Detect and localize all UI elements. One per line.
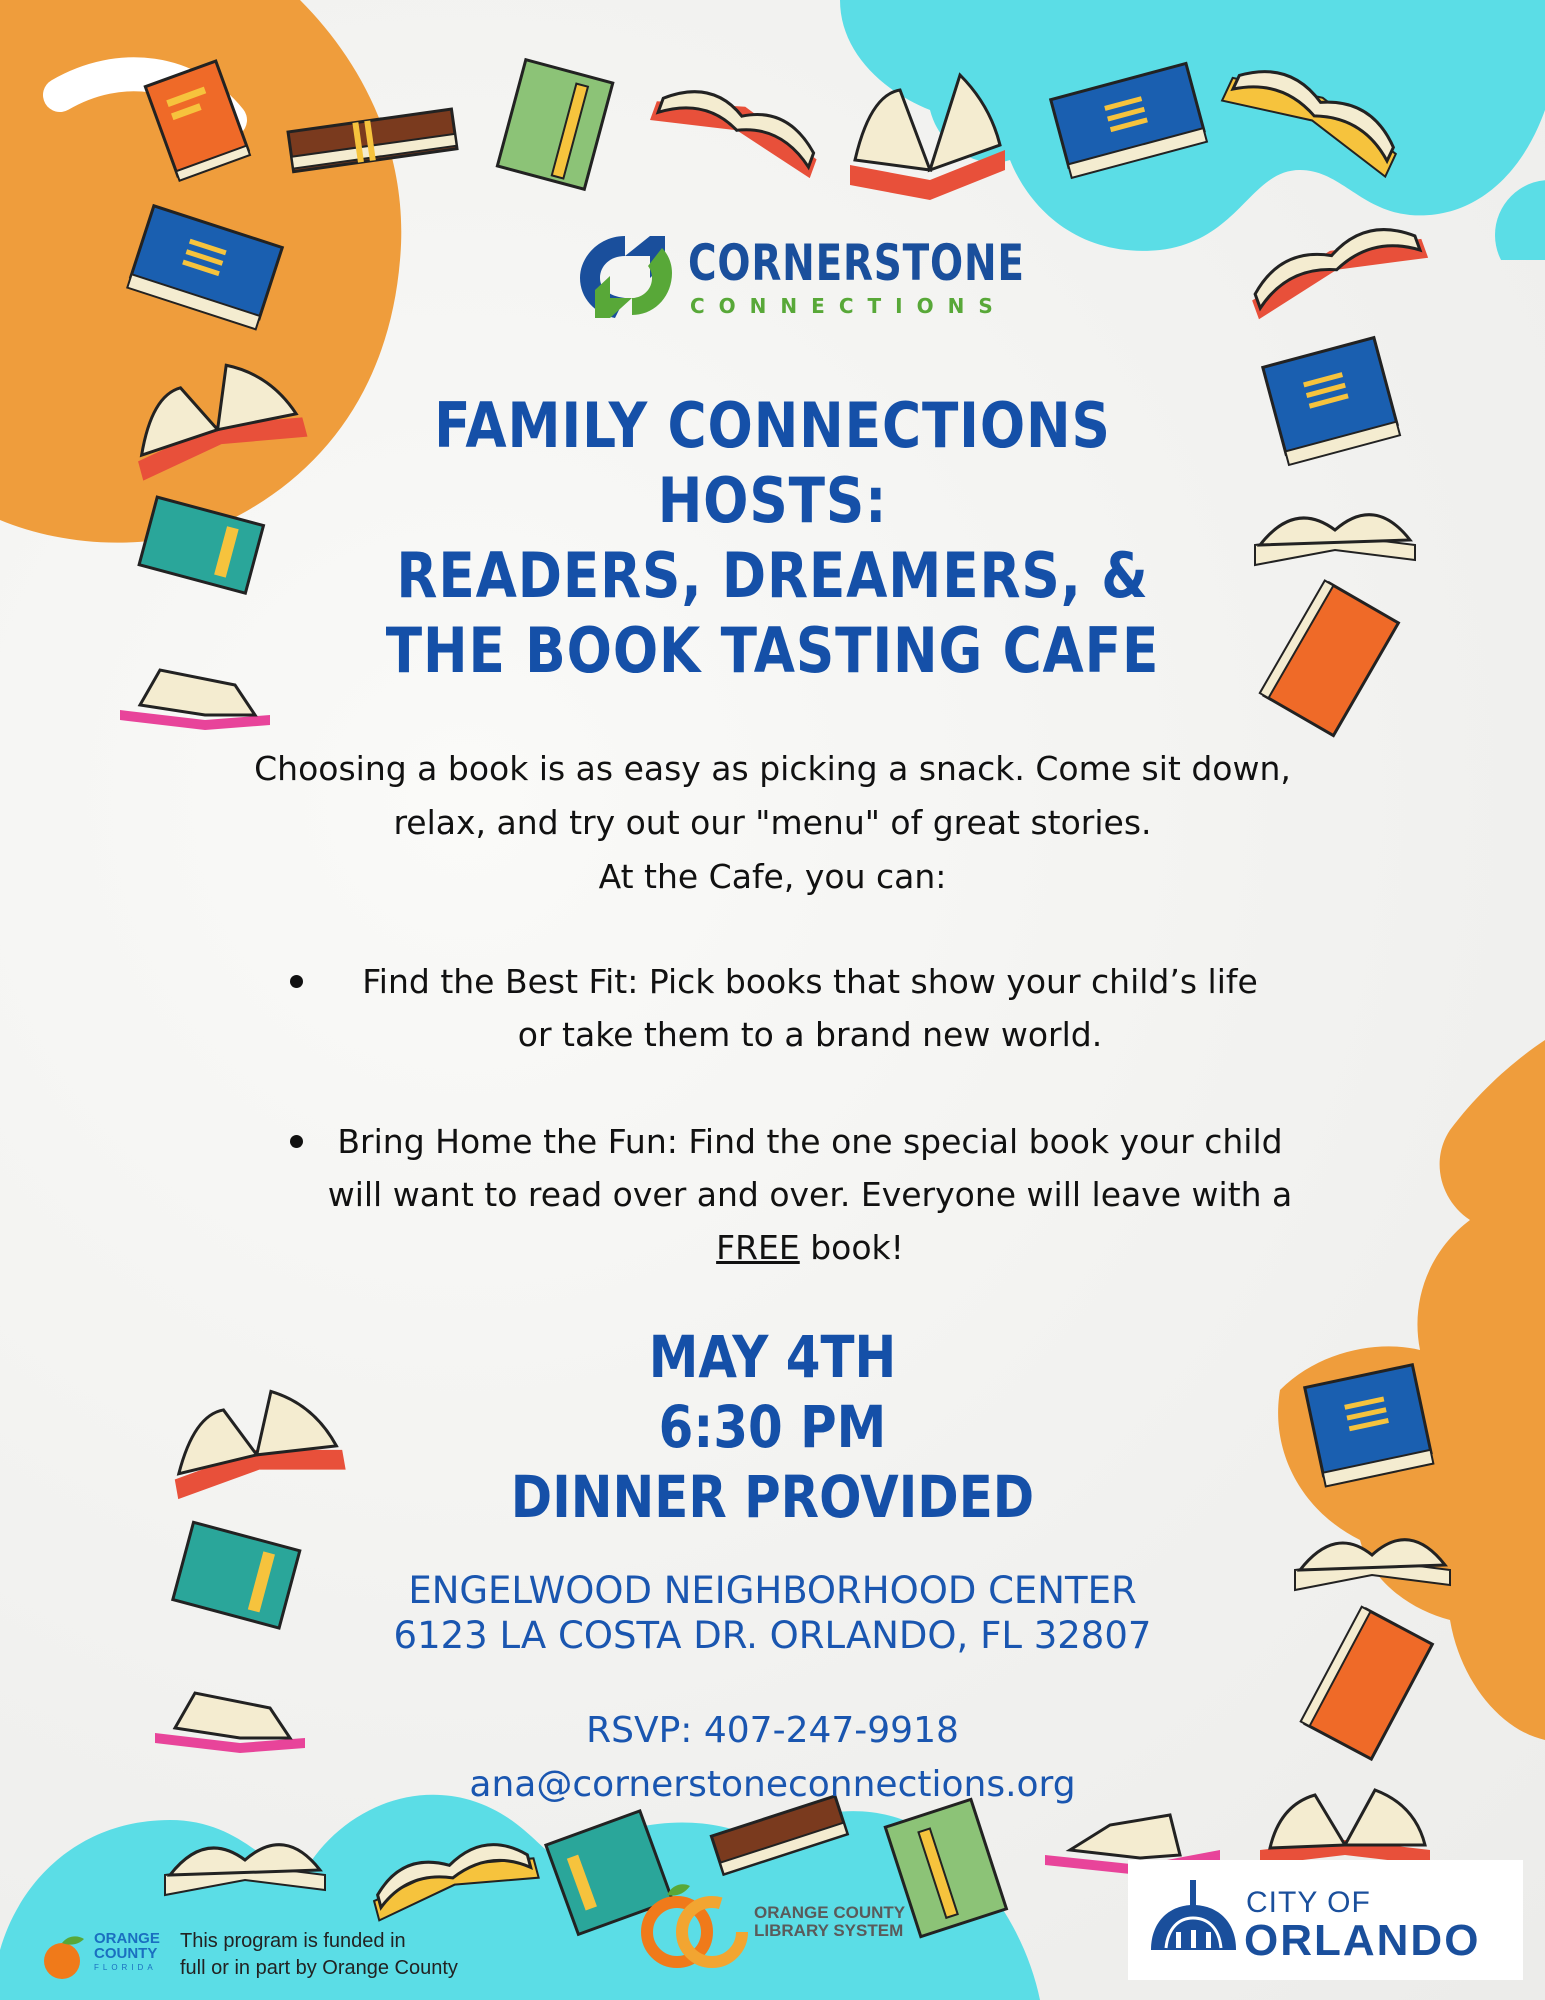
- bullet-2-line-1: Bring Home the Fun: Find the one special book your child: [337, 1122, 1283, 1161]
- bullet-1-line-2: or take them to a brand new world.: [517, 1015, 1103, 1054]
- bullet-2-line-3: [310, 1221, 1310, 1274]
- logo-subtitle: CONNECTIONS: [690, 294, 1007, 318]
- bullet-item-bring-home: [270, 1115, 1310, 1274]
- book-icon-open-top-2: [840, 55, 1015, 205]
- venue-info: [0, 1568, 1545, 1658]
- book-icon-open-top-right: [1210, 60, 1410, 190]
- event-time: 6:30 PM: [658, 1393, 887, 1461]
- book-icon-blue-top: [1040, 65, 1220, 185]
- intro-line-1: Choosing a book is as easy as picking a snack. Come sit down,: [254, 749, 1291, 788]
- cornerstone-emblem-icon: [570, 228, 680, 323]
- event-date: MAY 4TH: [648, 1323, 897, 1391]
- orange-county-logo: [38, 1925, 183, 1985]
- book-icon-blue-left: [120, 215, 290, 335]
- bullet-dot: [290, 975, 303, 988]
- intro-line-2: relax, and try out our "menu" of great stories.: [393, 803, 1152, 842]
- book-icon-open-right-1: [1235, 195, 1435, 335]
- orlando-name: ORLANDO: [1244, 1916, 1481, 1965]
- event-dinner: DINNER PROVIDED: [510, 1463, 1035, 1531]
- venue-name: ENGELWOOD NEIGHBORHOOD CENTER: [408, 1569, 1137, 1612]
- funding-line-1: This program is funded in: [180, 1930, 406, 1952]
- rsvp-email[interactable]: ana@cornerstoneconnections.org: [469, 1764, 1076, 1805]
- title-line-1: FAMILY CONNECTIONS: [434, 389, 1111, 462]
- bullet-list: [270, 955, 1310, 1328]
- title-line-4: THE BOOK TASTING CAFE: [385, 614, 1160, 687]
- oc-logo-line-2: COUNTY: [94, 1945, 158, 1962]
- bullet-1-line-1: Find the Best Fit: Pick books that show your child’s life: [362, 962, 1258, 1001]
- library-rings-icon: [632, 1870, 762, 1990]
- title-line-2: HOSTS:: [657, 464, 888, 537]
- free-text: FREE: [716, 1228, 800, 1267]
- library-system-name: [754, 1904, 905, 1940]
- library-line-2: LIBRARY SYSTEM: [754, 1921, 904, 1940]
- book-icon-open-bottom-1: [155, 1800, 335, 1910]
- free-book-text: book!: [799, 1228, 904, 1267]
- library-line-1: ORANGE COUNTY: [754, 1903, 906, 1922]
- bullet-2-line-2: will want to read over and over. Everyone will leave with a: [327, 1175, 1293, 1214]
- funding-line-2: full or in part by Orange County: [180, 1957, 458, 1979]
- event-details: [0, 1322, 1545, 1532]
- rsvp-info: [0, 1704, 1545, 1812]
- city-of-orlando-logo: [1128, 1860, 1523, 1980]
- orange-fruit-icon: [38, 1933, 90, 1981]
- book-icon-green-top: [485, 55, 630, 195]
- oc-logo-line-1: ORANGE: [94, 1930, 160, 1947]
- page-title: [0, 388, 1545, 688]
- title-line-3: READERS, DREAMERS, &: [396, 539, 1149, 612]
- bullet-item-best-fit: [270, 955, 1310, 1061]
- logo-name: CORNERSTONE: [688, 234, 1025, 292]
- library-system-logo: [632, 1870, 932, 1990]
- venue-address: 6123 LA COSTA DR. ORLANDO, FL 32807: [393, 1614, 1152, 1657]
- book-icon-orange-top-left: [140, 60, 260, 180]
- book-icon-yellow-bottom: [360, 1820, 545, 1930]
- intro-text: [0, 742, 1545, 904]
- oc-logo-line-3: FLORIDA: [94, 1963, 157, 1972]
- rsvp-phone[interactable]: RSVP: 407-247-9918: [586, 1710, 959, 1751]
- bullet-dot: [290, 1135, 303, 1148]
- book-icon-brown-top: [285, 105, 465, 175]
- cornerstone-logo: [570, 228, 1025, 323]
- orlando-city-of: CITY OF: [1246, 1886, 1371, 1919]
- city-dome-icon: [1146, 1880, 1241, 1960]
- book-icon-open-top-1: [640, 70, 830, 200]
- intro-line-3: At the Cafe, you can:: [598, 857, 947, 896]
- funding-note: [180, 1928, 458, 1982]
